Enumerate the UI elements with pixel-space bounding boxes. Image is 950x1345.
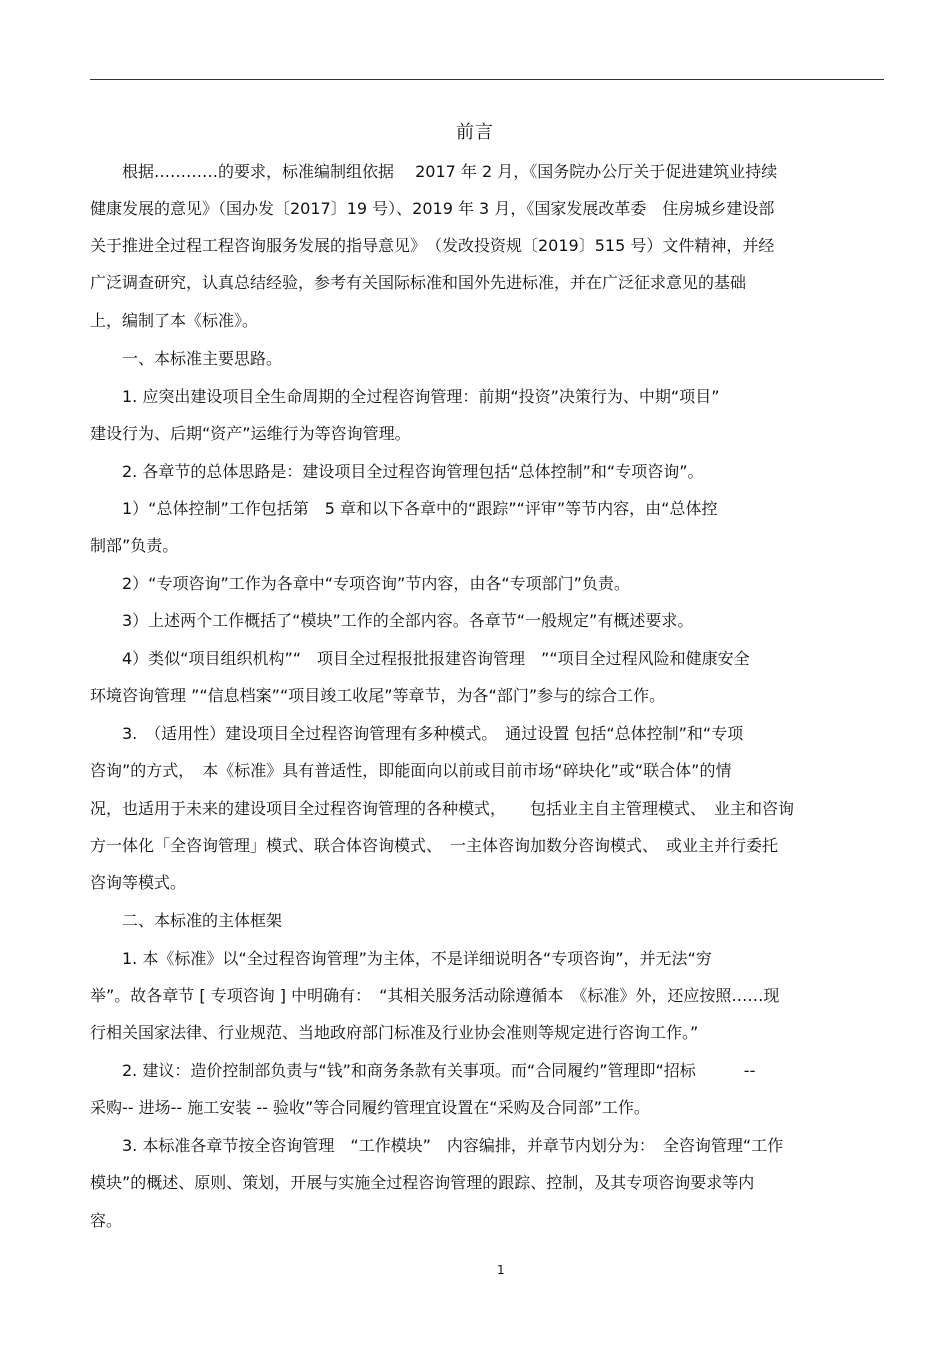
paragraph-line: 2. 各章节的总体思路是：建设项目全过程咨询管理包括“总体控制”和“专项咨询”。 — [122, 462, 704, 481]
paragraph-line: 咨询等模式。 — [90, 873, 187, 892]
paragraph-line: 环境咨询管理 ”“信息档案”“项目竣工收尾”等章节，为各“部门”参与的综合工作。 — [90, 686, 666, 705]
paragraph-line: 3. 本标准各章节按全咨询管理 “工作模块” 内容编排，并章节内划分为： 全咨询管理“工作 — [122, 1136, 784, 1155]
paragraph-line: 关于推进全过程工程咨询服务发展的指导意见》 （发改投资规〔2019〕515 号）文件精神，并经 — [90, 236, 775, 255]
paragraph-line: 况，也适用于未来的建设项目全过程咨询管理的各种模式， 包括业主自主管理模式、 业主和咨询 — [90, 799, 795, 818]
paragraph-line: 4）类似“项目组织机构”“ 项目全过程报批报建咨询管理 ”“项目全过程风险和健康安全 — [122, 649, 750, 668]
paragraph-line: 行相关国家法律、行业规范、当地政府部门标准及行业协会准则等规定进行咨询工作。” — [90, 1023, 699, 1042]
paragraph-line: 上，编制了本《标准》。 — [90, 311, 259, 330]
paragraph-line: 2）“专项咨询”工作为各章中“专项咨询”节内容，由各“专项部门”负责。 — [122, 574, 630, 593]
paragraph-line: 根据…………的要求，标准编制组依据 2017 年 2 月，《国务院办公厅关于促进建筑业持续 — [122, 162, 778, 181]
paragraph-line: 举”。故各章节 [ 专项咨询 ] 中明确有： “其相关服务活动除遵循本 《标准》外，还应按照……现 — [90, 986, 780, 1005]
paragraph-line: 1. 本《标准》以“全过程咨询管理”为主体，不是详细说明各“专项咨询”，并无法“穷 — [122, 949, 712, 968]
paragraph-line: 2. 建议：造价控制部负责与“钱”和商务条款有关事项。而“合同履约”管理即“招标 -- — [122, 1061, 756, 1080]
paragraph-line: 1）“总体控制”工作包括第 5 章和以下各章中的“跟踪”“评审”等节内容，由“总体控 — [122, 499, 718, 518]
paragraph-line: 3. （适用性）建设项目全过程咨询管理有多种模式。 通过设置 包括“总体控制”和“专项 — [122, 724, 744, 743]
paragraph-line: 广泛调查研究，认真总结经验，参考有关国际标准和国外先进标准，并在广泛征求意见的基础 — [90, 273, 747, 292]
section-heading: 二、本标准的主体框架 — [122, 911, 283, 930]
paragraph-line: 3）上述两个工作概括了“模块”工作的全部内容。各章节“一般规定”有概述要求。 — [122, 611, 694, 630]
paragraph-line: 采购-- 进场-- 施工安装 -- 验收”等合同履约管理宜设置在“采购及合同部”工作。 — [90, 1098, 650, 1117]
paragraph-line: 方一体化「全咨询管理」模式、联合体咨询模式、 一主体咨询加数分咨询模式、 或业主并行委托 — [90, 836, 779, 855]
section-heading: 一、本标准主要思路。 — [122, 349, 283, 368]
paragraph-line: 健康发展的意见》（国办发〔2017〕19 号）、2019 年 3 月，《国家发展改革委 住房城乡建设部 — [90, 199, 775, 218]
paragraph-line: 制部”负责。 — [90, 536, 179, 555]
paragraph-line: 模块”的概述、原则、策划，开展与实施全过程咨询管理的跟踪、控制，及其专项咨询要求等内 — [90, 1173, 755, 1192]
paragraph-line: 容。 — [90, 1211, 123, 1230]
page-title: 前言 — [456, 122, 494, 143]
header-rule — [90, 79, 884, 80]
paragraph-line: 建设行为、后期“资产”运维行为等咨询管理。 — [90, 424, 411, 443]
paragraph-line: 1. 应突出建设项目全生命周期的全过程咨询管理：前期“投资”决策行为、中期“项目” — [122, 387, 720, 406]
paragraph-line: 咨询”的方式， 本《标准》具有普适性，即能面向以前或目前市场“碎块化”或“联合体”的情 — [90, 761, 732, 780]
page-number: 1 — [497, 1263, 505, 1277]
